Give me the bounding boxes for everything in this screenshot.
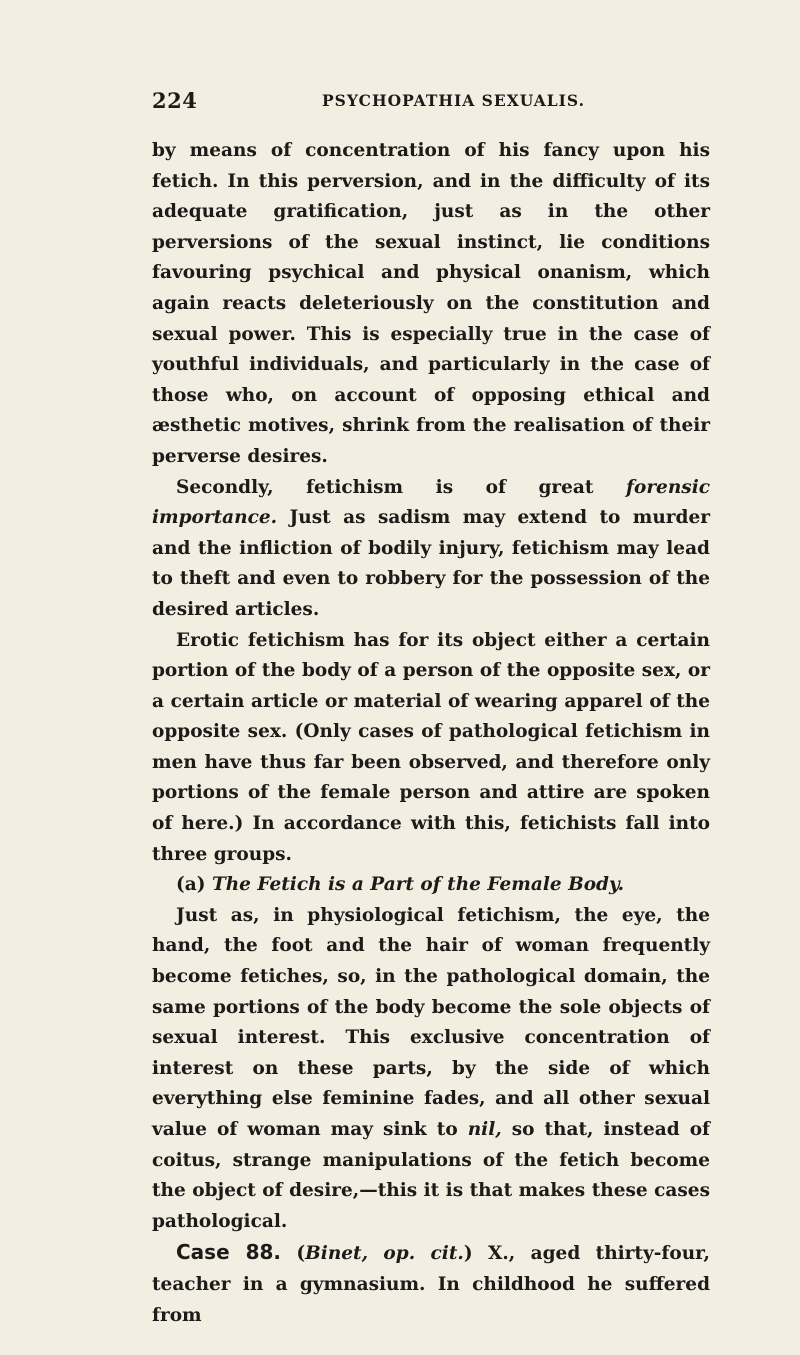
paragraph-erotic-fetichism: Erotic fetichism has for its object either a certain portion of the body of a person of the opposite sex, or a certain article or material of wearing apparel of the opposite sex. (Only cases of pathological fetichism in men have thus far been observed, and therefore only portions of the female person and attire are spoken of here.) In accordance with this, fetichists fall into three groups. — [152, 629, 710, 865]
case-label: Case 88. — [176, 1240, 281, 1265]
paragraph-continued: by means of concentration of his fancy upon his fetich. In this perversion, and in the difficulty of its adequate gratification, just as in the other perversions of the sexual instinct, lie conditions favouring psychical and physical onanism, which again reacts deleteriously on the constitution and sexual power. This is especially true in the case of youthful individuals, and particularly in the case of those who, on account of opposing ethical and æsthetic motives, shrink from the realisation of their perverse desires. — [152, 140, 710, 467]
section-heading — [152, 870, 710, 901]
section-title: The Fetich is a Part of the Female Body. — [211, 874, 625, 896]
paragraph-text: Just as, in physiological fetichism, the eye, the hand, the foot and the hair of woman frequently become fetiches, so, in the pathological domain, the same portions of the body become the sole objects of sexual interest. This exclusive concentration of interest on these parts, by the side of which everything else feminine fades, and all other sexual value of woman may sink to — [152, 904, 710, 1140]
paragraph-physiological-fetichism — [152, 901, 710, 1238]
case-88-paragraph — [152, 1237, 710, 1331]
paragraph-text: so that, instead of coitus, strange manipulations of the fetich become the object of desire,—this it is that makes these cases pathological. — [152, 1119, 710, 1232]
citation-open: ( — [281, 1243, 306, 1265]
running-head — [152, 88, 710, 118]
emphasis-text: forensic importance. — [152, 476, 710, 529]
page-number: 224 — [152, 88, 198, 113]
paragraph-forensic-importance — [152, 473, 710, 626]
case-citation: Binet, op. cit. — [305, 1243, 464, 1265]
citation-close: ) — [463, 1243, 473, 1265]
running-title: PSYCHOPATHIA SEXUALIS. — [322, 91, 585, 110]
paragraph-text: Just as sadism may extend to murder and the infliction of bodily injury, fetichism may lead to theft and even to robbery for the possession of the desired articles. — [152, 507, 710, 620]
case-text: X., aged thirty-four, teacher in a gymnasium. In childhood he suffered from — [152, 1243, 710, 1326]
paragraph-text: Secondly, fetichism is of great — [176, 476, 627, 498]
body-text — [152, 136, 710, 1331]
section-marker: (a) — [176, 874, 212, 896]
emphasis-text: nil, — [467, 1119, 502, 1140]
